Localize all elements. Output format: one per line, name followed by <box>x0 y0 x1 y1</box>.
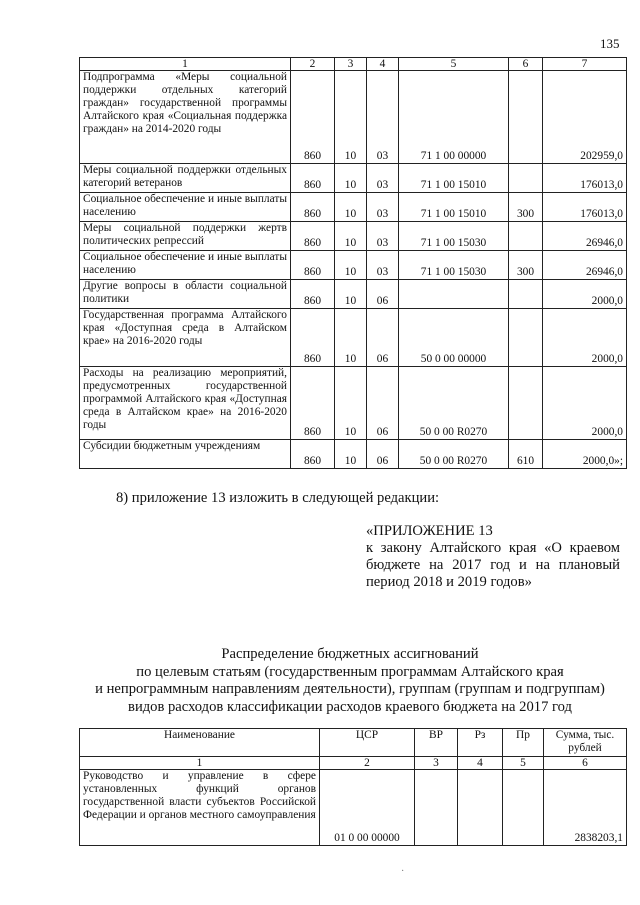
column-number: 4 <box>458 757 503 770</box>
row-expense-type <box>509 309 543 367</box>
row-name: Расходы на реализацию мероприятий, предусмотренных государственной программой Алтайского края «Доступная среда в Алтайском крае» на 2016-2020 годы <box>80 367 291 440</box>
row-section: 10 <box>335 222 367 251</box>
table-row <box>80 770 627 846</box>
row-subsection: 03 <box>367 222 399 251</box>
header-vr: ВР <box>415 729 458 757</box>
row-amount: 2000,0»; <box>543 440 627 469</box>
row-subsection: 03 <box>367 251 399 280</box>
table-row <box>80 222 627 251</box>
table-row <box>80 251 627 280</box>
title-line: и непрограммным направлениям деятельности), группам (группам и подгруппам) <box>95 681 605 697</box>
column-number: 3 <box>415 757 458 770</box>
table2-number-row <box>80 757 627 770</box>
title-line: Распределение бюджетных ассигнований <box>221 646 479 662</box>
row-target-code: 71 1 00 15010 <box>399 193 509 222</box>
header-rz: Рз <box>458 729 503 757</box>
title-line: по целевым статьям (государственным программам Алтайского края <box>136 663 564 680</box>
table1-header-row <box>80 58 627 71</box>
table-row <box>80 280 627 309</box>
row-expense-type: 300 <box>509 193 543 222</box>
row-subsection: 03 <box>367 71 399 164</box>
row-section: 10 <box>335 193 367 222</box>
row-amount: 2000,0 <box>543 367 627 440</box>
row-expense-type: 610 <box>509 440 543 469</box>
column-number: 1 <box>80 757 320 770</box>
appendix-text: к закону Алтайского края «О краевом бюджете на 2017 год и на плановый период 2018 и 2019 годов» <box>366 540 620 590</box>
header-pr: Пр <box>503 729 544 757</box>
row-sum: 2838203,1 <box>544 770 627 846</box>
budget-table-2 <box>79 728 627 846</box>
row-section: 10 <box>335 71 367 164</box>
table-row <box>80 193 627 222</box>
row-target-code: 71 1 00 15030 <box>399 222 509 251</box>
row-section: 10 <box>335 164 367 193</box>
row-ministry: 860 <box>291 309 335 367</box>
row-subsection: 06 <box>367 367 399 440</box>
table-row <box>80 440 627 469</box>
row-name: Меры социальной поддержки жертв политических репрессий <box>80 222 291 251</box>
row-name: Другие вопросы в области социальной политики <box>80 280 291 309</box>
row-subsection: 03 <box>367 193 399 222</box>
header-csr: ЦСР <box>320 729 415 757</box>
row-amount: 2000,0 <box>543 280 627 309</box>
row-expense-type <box>509 367 543 440</box>
row-amount: 176013,0 <box>543 164 627 193</box>
row-section: 10 <box>335 367 367 440</box>
table1-header-cell: 4 <box>367 58 399 71</box>
column-number: 6 <box>544 757 627 770</box>
row-ministry: 860 <box>291 222 335 251</box>
header-name: Наименование <box>80 729 320 757</box>
row-target-code: 71 1 00 15030 <box>399 251 509 280</box>
row-target-code: 71 1 00 15010 <box>399 164 509 193</box>
row-name: Субсидии бюджетным учреждениям <box>80 440 291 469</box>
row-subsection: 06 <box>367 280 399 309</box>
page-number: 135 <box>600 36 620 51</box>
appendix-header <box>366 523 620 591</box>
row-subsection: 06 <box>367 309 399 367</box>
table1-header-cell: 6 <box>509 58 543 71</box>
row-amount: 26946,0 <box>543 251 627 280</box>
row-amount: 176013,0 <box>543 193 627 222</box>
row-ministry: 860 <box>291 367 335 440</box>
row-amount: 2000,0 <box>543 309 627 367</box>
row-ministry: 860 <box>291 193 335 222</box>
row-ministry: 860 <box>291 280 335 309</box>
row-name: Меры социальной поддержки отдельных категорий ветеранов <box>80 164 291 193</box>
row-csr: 01 0 00 00000 <box>320 770 415 846</box>
row-name: Социальное обеспечение и иные выплаты населению <box>80 193 291 222</box>
row-expense-type: 300 <box>509 251 543 280</box>
row-subsection: 03 <box>367 164 399 193</box>
table-row <box>80 309 627 367</box>
scan-mark: · <box>401 866 405 877</box>
row-section: 10 <box>335 440 367 469</box>
row-vr <box>415 770 458 846</box>
table1-header-cell: 1 <box>80 58 291 71</box>
row-section: 10 <box>335 251 367 280</box>
row-section: 10 <box>335 280 367 309</box>
appendix-title: «ПРИЛОЖЕНИЕ 13 <box>366 523 493 539</box>
row-ministry: 860 <box>291 440 335 469</box>
row-ministry: 860 <box>291 251 335 280</box>
row-rz <box>458 770 503 846</box>
row-target-code: 50 0 00 00000 <box>399 309 509 367</box>
table1-header-cell: 2 <box>291 58 335 71</box>
header-sum: Сумма, тыс. рублей <box>544 729 627 757</box>
column-number: 2 <box>320 757 415 770</box>
row-pr <box>503 770 544 846</box>
row-subsection: 06 <box>367 440 399 469</box>
row-target-code: 50 0 00 R0270 <box>399 440 509 469</box>
row-ministry: 860 <box>291 164 335 193</box>
row-target-code: 71 1 00 00000 <box>399 71 509 164</box>
row-amount: 26946,0 <box>543 222 627 251</box>
amendment-statement: 8) приложение 13 изложить в следующей редакции: <box>116 490 440 506</box>
row-name: Подпрограмма «Меры социальной поддержки отдельных категорий граждан» государственной программы Алтайского края «Социальная поддержка граждан» на 2014-2020 годы <box>80 71 291 164</box>
table1-header-cell: 3 <box>335 58 367 71</box>
row-name: Руководство и управление в сфере установленных функций органов государственной власти субъектов Российской Федерации и органов местного самоуправления <box>80 770 320 846</box>
row-expense-type <box>509 280 543 309</box>
row-amount: 202959,0 <box>543 71 627 164</box>
table1-header-cell: 7 <box>543 58 627 71</box>
table-row <box>80 71 627 164</box>
row-ministry: 860 <box>291 71 335 164</box>
title-line: видов расходов классификации расходов краевого бюджета на 2017 год <box>128 698 572 715</box>
document-title <box>60 646 640 716</box>
row-name: Государственная программа Алтайского края «Доступная среда в Алтайском крае» на 2016-2020 годы <box>80 309 291 367</box>
column-number: 5 <box>503 757 544 770</box>
table2-header-row <box>80 729 627 757</box>
row-section: 10 <box>335 309 367 367</box>
row-target-code <box>399 280 509 309</box>
row-expense-type <box>509 222 543 251</box>
row-name: Социальное обеспечение и иные выплаты населению <box>80 251 291 280</box>
table-row <box>80 164 627 193</box>
table-row <box>80 367 627 440</box>
row-target-code: 50 0 00 R0270 <box>399 367 509 440</box>
budget-table-1 <box>79 57 627 469</box>
table1-header-cell: 5 <box>399 58 509 71</box>
row-expense-type <box>509 71 543 164</box>
row-expense-type <box>509 164 543 193</box>
